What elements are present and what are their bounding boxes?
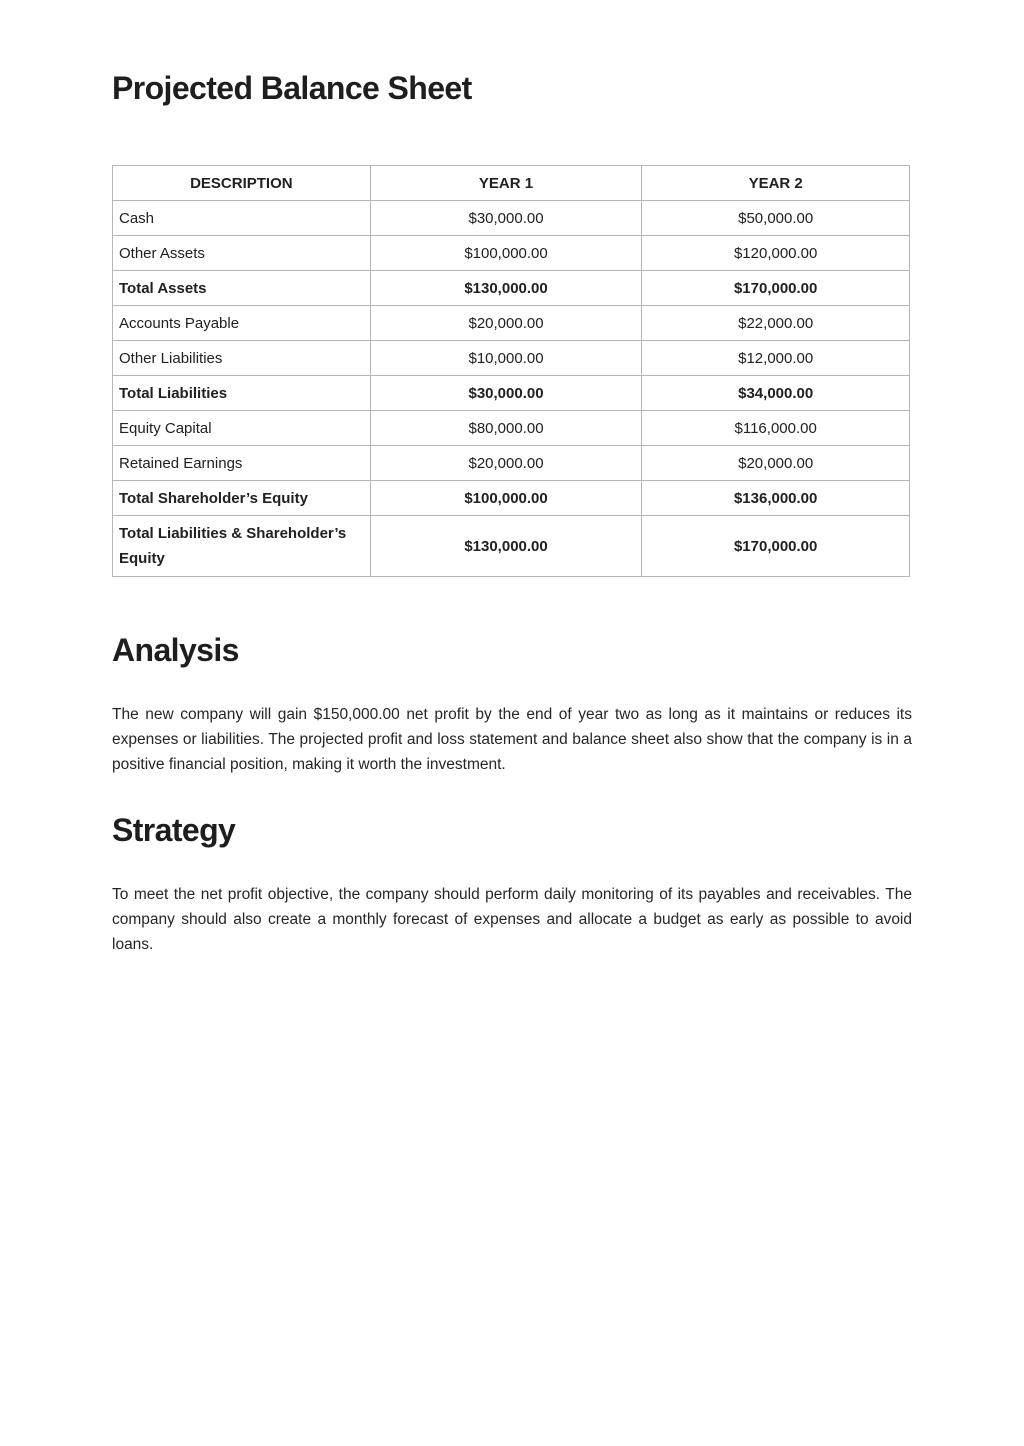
row-year-2: $50,000.00 [642, 201, 910, 236]
table-row [113, 341, 910, 376]
row-description: Retained Earnings [113, 446, 371, 481]
table-row [113, 411, 910, 446]
row-year-2: $12,000.00 [642, 341, 910, 376]
row-description: Total Assets [113, 271, 371, 306]
row-description: Equity Capital [113, 411, 371, 446]
strategy-heading: Strategy [112, 812, 236, 848]
row-year-1: $130,000.00 [370, 271, 642, 306]
row-year-1: $80,000.00 [370, 411, 642, 446]
table-header-row [113, 166, 910, 201]
row-description: Other Liabilities [113, 341, 371, 376]
balance-sheet-table [112, 165, 910, 577]
row-description: Total Liabilities [113, 376, 371, 411]
row-year-2: $22,000.00 [642, 306, 910, 341]
page-title: Projected Balance Sheet [112, 70, 472, 106]
row-year-2: $34,000.00 [642, 376, 910, 411]
analysis-paragraph: The new company will gain $150,000.00 net profit by the end of year two as long as it maintains or reduces its expenses or liabilities. The projected profit and loss statement and balance sheet also show that the company is in a positive financial position, making it worth the investment. [112, 706, 912, 773]
table-row [113, 306, 910, 341]
row-year-1: $20,000.00 [370, 446, 642, 481]
table-row-total [113, 481, 910, 516]
row-description: Total Liabilities & Shareholder’s Equity [113, 516, 371, 577]
row-year-1: $100,000.00 [370, 481, 642, 516]
row-year-2: $136,000.00 [642, 481, 910, 516]
row-year-1: $30,000.00 [370, 376, 642, 411]
row-year-2: $170,000.00 [642, 271, 910, 306]
row-year-1: $30,000.00 [370, 201, 642, 236]
table-row-total [113, 271, 910, 306]
row-year-2: $20,000.00 [642, 446, 910, 481]
row-description: Other Assets [113, 236, 371, 271]
row-year-2: $120,000.00 [642, 236, 910, 271]
table-row [113, 201, 910, 236]
row-year-1: $10,000.00 [370, 341, 642, 376]
table-row-total [113, 376, 910, 411]
column-header-description: DESCRIPTION [113, 166, 371, 201]
row-year-1: $130,000.00 [370, 516, 642, 577]
column-header-year-2: YEAR 2 [642, 166, 910, 201]
row-year-2: $116,000.00 [642, 411, 910, 446]
column-header-year-1: YEAR 1 [370, 166, 642, 201]
row-description: Total Shareholder’s Equity [113, 481, 371, 516]
row-year-1: $20,000.00 [370, 306, 642, 341]
table-row-total [113, 516, 910, 577]
row-description: Cash [113, 201, 371, 236]
strategy-paragraph: To meet the net profit objective, the company should perform daily monitoring of its payables and receivables. The company should also create a monthly forecast of expenses and allocate a budget as early as possible to avoid loans. [112, 886, 912, 953]
row-year-1: $100,000.00 [370, 236, 642, 271]
table-row [113, 446, 910, 481]
row-year-2: $170,000.00 [642, 516, 910, 577]
analysis-heading: Analysis [112, 632, 239, 668]
row-description: Accounts Payable [113, 306, 371, 341]
table-row [113, 236, 910, 271]
